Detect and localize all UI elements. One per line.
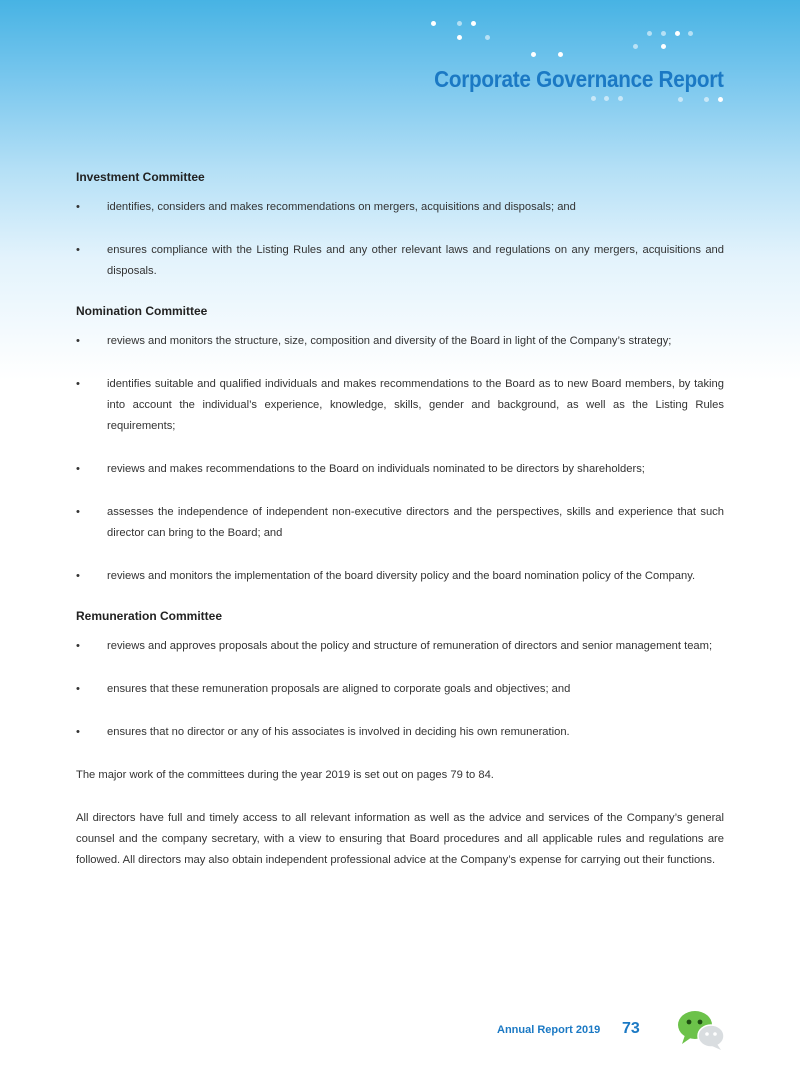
- bullet-icon: •: [76, 726, 80, 738]
- page-title: Corporate Governance Report: [434, 66, 724, 92]
- list-item-text: reviews and monitors the implementation of the board diversity policy and the board nomination policy of the Company.: [107, 570, 696, 582]
- bullet-list: [76, 636, 724, 743]
- page-number: 73: [622, 1020, 640, 1037]
- decor-dot: [431, 21, 436, 26]
- bullet-icon: •: [76, 244, 80, 256]
- list-item: [76, 679, 724, 700]
- footer-report-label: Annual Report 2019: [497, 1024, 601, 1036]
- decor-dot: [604, 96, 609, 101]
- decor-dot: [471, 21, 476, 26]
- section-heading: Nomination Committee: [76, 304, 208, 318]
- decor-dot: [675, 31, 680, 36]
- nomination-committee-section: [76, 304, 724, 587]
- list-item-text: ensures that no director or any of his associates is involved in deciding his own remuneration.: [107, 726, 570, 738]
- list-item: [76, 331, 724, 352]
- decor-dot: [457, 35, 462, 40]
- list-item: [76, 566, 724, 587]
- document-body: [76, 170, 724, 893]
- list-item: [76, 459, 724, 480]
- bullet-icon: •: [76, 640, 80, 652]
- list-item-text: identifies suitable and qualified individuals and makes recommendations to the Board as to new Board members, by taking into account the individual’s experience, knowledge, skills, gender and background, as well as the Listing Rules requirements;: [107, 378, 724, 432]
- list-item: [76, 636, 724, 657]
- bullet-list: [76, 197, 724, 282]
- decor-dot: [718, 97, 723, 102]
- bullet-icon: •: [76, 201, 80, 213]
- decor-dot: [704, 97, 709, 102]
- decor-dot: [661, 44, 666, 49]
- list-item-text: reviews and makes recommendations to the Board on individuals nominated to be directors by shareholders;: [107, 463, 645, 475]
- list-item-text: identifies, considers and makes recommendations on mergers, acquisitions and disposals; and: [107, 201, 576, 213]
- decor-dot: [558, 52, 563, 57]
- decor-dot: [633, 44, 638, 49]
- list-item-text: ensures that these remuneration proposals are aligned to corporate goals and objectives; and: [107, 683, 571, 695]
- bullet-icon: •: [76, 570, 80, 582]
- decor-dot: [618, 96, 623, 101]
- list-item: [76, 197, 724, 218]
- list-item: [76, 240, 724, 282]
- decor-dot: [647, 31, 652, 36]
- decor-dot: [485, 35, 490, 40]
- bullet-icon: •: [76, 335, 80, 347]
- body-paragraph: All directors have full and timely access to all relevant information as well as the advice and services of the Company’s general counsel and the company secretary, with a view to ensuring that Board procedures and all applicable rules and regulations are followed. All directors may also obtain independent professional advice at the Company’s expense for carrying out their functions.: [76, 812, 724, 866]
- decor-dot: [591, 96, 596, 101]
- decor-dot: [457, 21, 462, 26]
- bullet-list: [76, 331, 724, 587]
- bullet-icon: •: [76, 463, 80, 475]
- body-paragraph: The major work of the committees during the year 2019 is set out on pages 79 to 84.: [76, 769, 494, 781]
- list-item-text: reviews and approves proposals about the policy and structure of remuneration of directors and senior management team;: [107, 640, 713, 652]
- chat-bubbles-logo-icon: [676, 1008, 726, 1050]
- list-item: [76, 374, 724, 437]
- section-heading: Remuneration Committee: [76, 609, 223, 623]
- list-item-text: reviews and monitors the structure, size, composition and diversity of the Board in light of the Company’s strategy;: [107, 335, 672, 347]
- investment-committee-section: [76, 170, 724, 282]
- remuneration-committee-section: [76, 609, 724, 743]
- bullet-icon: •: [76, 506, 80, 518]
- list-item: [76, 722, 724, 743]
- decor-dot: [661, 31, 666, 36]
- bullet-icon: •: [76, 378, 80, 390]
- list-item-text: ensures compliance with the Listing Rules and any other relevant laws and regulations on any mergers, acquisitions and disposals.: [107, 244, 724, 277]
- section-heading: Investment Committee: [76, 170, 205, 184]
- decor-dot: [678, 97, 683, 102]
- bullet-icon: •: [76, 683, 80, 695]
- decor-dot: [688, 31, 693, 36]
- list-item-text: assesses the independence of independent non-executive directors and the perspectives, skills and experience that such director can bring to the Board; and: [107, 506, 724, 539]
- list-item: [76, 502, 724, 544]
- decor-dot: [531, 52, 536, 57]
